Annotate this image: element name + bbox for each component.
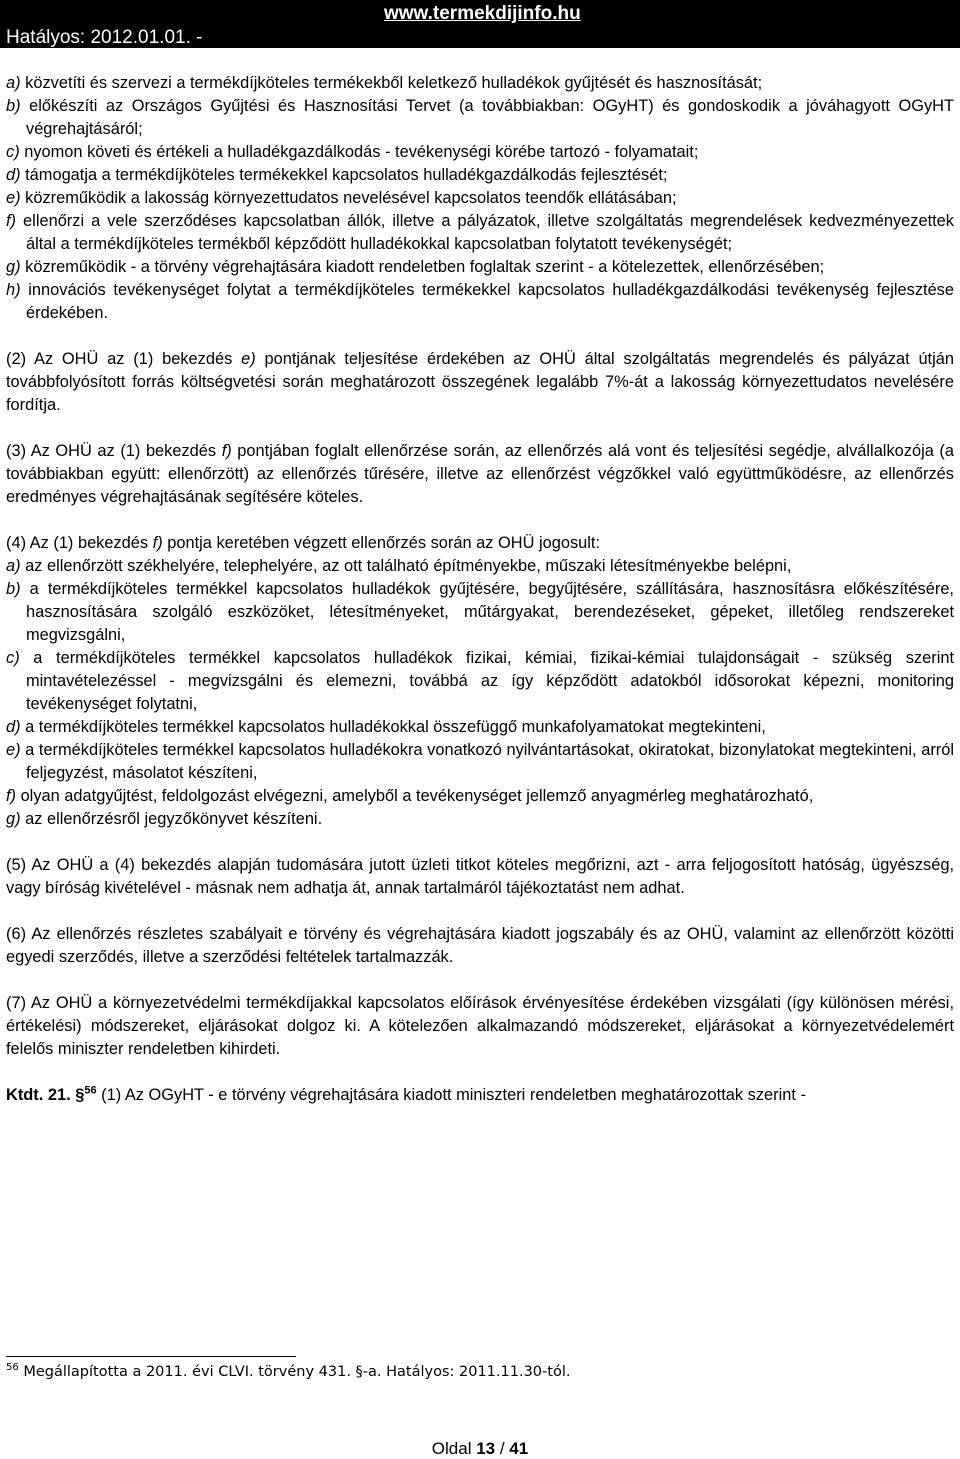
current-page: 13 [476,1439,496,1458]
paragraph-7: (7) Az OHÜ a környezetvédelmi termékdíjakkal kapcsolatos előírások érvényesítése érdekében vizsgálati (így különösen mérési, értékelési) módszereket, eljárásokat dolgoz ki. A kötelezően alkalmazandó módszereket, eljárásokat a környezetvédelemért felelős miniszter rendeletben kihirdeti. [6,994,954,1058]
list-item [6,279,954,325]
item-label: b) [6,97,21,115]
list-item [6,578,954,647]
item-label: b) [6,580,21,598]
list-item [6,164,954,187]
list-item [6,141,954,164]
item-text: támogatja a termékdíjköteles termékekkel kapcsolatos hulladékgazdálkodás fejlesztését; [20,166,668,184]
item-text: közreműködik - a törvény végrehajtására kiadott rendeletben foglaltak szerint - a kötelezettek, ellenőrzésében; [20,258,825,276]
list-item [6,555,954,578]
list-item [6,808,954,831]
page-number [0,1439,960,1459]
item-text: nyomon követi és értékeli a hulladékgazdálkodás - tevékenységi körébe tartozó - folyamatait; [19,143,699,161]
item-label: c) [6,143,20,161]
para-ref: f) [221,442,232,460]
rights-list [6,555,954,831]
list-item [6,210,954,256]
para-text: (4) Az (1) bekezdés [6,534,153,552]
footnote-divider [6,1356,296,1357]
page-header [0,0,960,48]
section-text: (1) Az OGyHT - e törvény végrehajtására kiadott miniszteri rendeletben meghatározottak szerint - [96,1086,806,1104]
item-text: a termékdíjköteles termékkel kapcsolatos hulladékokra vonatkozó nyilvántartásokat, okiratokat, bizonylatokat megtekinteni, arról feljegyzést, másolatot készíteni, [20,741,954,782]
item-label: h) [6,281,21,299]
list-item [6,785,954,808]
para-ref: f) [152,534,163,552]
item-text: ellenőrzi a vele szerződéses kapcsolatban állók, illetve a pályázatok, illetve szolgáltatás megrendelések kedvezményezettek által a termékdíjköteles termékből képződött hulladékokkal kapcsolatban folytatott tevékenységét; [16,212,954,253]
duties-list [6,72,954,325]
list-item [6,256,954,279]
item-text: az ellenőrzésről jegyzőkönyvet készíteni. [20,810,323,828]
footnote-ref[interactable]: 56 [84,1084,97,1097]
paragraph-4 [6,532,954,555]
item-label: a) [6,557,21,575]
item-text: közvetíti és szervezi a termékdíjköteles termékekből keletkező hulladékok gyűjtését és hasznosítását; [20,74,763,92]
item-label: g) [6,258,21,276]
list-item [6,716,954,739]
total-pages: 41 [509,1439,529,1458]
header-effective-date: Hatályos: 2012.01.01. - [6,27,203,48]
para-text: pontjának teljesítése érdekében az OHÜ által szolgáltatás megrendelés és pályázat útján továbbfolyósított forrás költségvetési során meghatározott összegének legalább 7%-át a lakosság környezettudatos nevelésére fordítja. [6,350,954,414]
para-ref: e) [241,350,256,368]
paragraph-6: (6) Az ellenőrzés részletes szabályait e törvény és végrehajtására kiadott jogszabály és az OHÜ, valamint az ellenőrzött közötti egyedi szerződés, illetve a szerződési feltételek tartalmazzák. [6,925,954,966]
para-text: (3) Az OHÜ az (1) bekezdés [6,442,222,460]
para-text: (2) Az OHÜ az (1) bekezdés [6,350,242,368]
item-text: olyan adatgyűjtést, feldolgozást elvégezni, amelyből a tevékenységet jellemző anyagmérleg meghatározható, [16,787,814,805]
item-label: f) [6,212,17,230]
item-label: f) [6,787,17,805]
item-label: d) [6,166,21,184]
item-label: g) [6,810,21,828]
paragraph-3 [6,440,954,509]
para-text: pontjában foglalt ellenőrzése során, az ellenőrzés alá vont és teljesítési segédje, alvállalkozója (a továbbiakban együtt: ellenőrzött) az ellenőrzés tűrésére, illetve az ellenőrzést végzőkkel való együttműködésre, az ellenőrzés eredményes végrehajtásának segítésére köteles. [6,442,954,506]
list-item [6,187,954,210]
ktdt-section [6,1084,954,1107]
footnote-text: Megállapította a 2011. évi CLVI. törvény 431. §-a. Hatályos: 2011.11.30-tól. [18,1364,571,1380]
item-text: az ellenőrzött székhelyére, telephelyére, az ott található építményekbe, műszaki létesítményekbe belépni, [20,557,792,575]
item-text: a termékdíjköteles termékkel kapcsolatos hulladékok gyűjtésére, begyűjtésére, szállítására, hasznosításra előkészítésére, hasznosítására szolgáló eszközöket, létesítményeket, műtárgyakat, berendezéseket, gépeket, illetőleg rendszereket megvizsgálni, [20,580,954,644]
page-label: Oldal [431,1439,477,1458]
item-label: c) [6,649,20,667]
item-text: a termékdíjköteles termékkel kapcsolatos hulladékokkal összefüggő munkafolyamatokat megtekinteni, [20,718,766,736]
header-url-link[interactable]: www.termekdijinfo.hu [384,3,581,24]
list-item [6,72,954,95]
footnote [6,1362,570,1382]
item-text: innovációs tevékenységet folytat a termékdíjköteles termékekkel kapcsolatos hulladékgazdálkodási tevékenység fejlesztése érdekében. [20,281,954,322]
paragraph-5: (5) Az OHÜ a (4) bekezdés alapján tudomására jutott üzleti titkot köteles megőrizni, azt - arra feljogosított hatóság, ügyészség, vagy bíróság kivételével - másnak nem adhatja át, annak tartalmáról tájékoztatást nem adhat. [6,856,954,897]
list-item [6,647,954,716]
item-label: e) [6,741,21,759]
list-item [6,739,954,785]
list-item [6,95,954,141]
item-label: d) [6,718,21,736]
page-separator: / [495,1439,510,1458]
item-text: előkészíti az Országos Gyűjtési és Hasznosítási Tervet (a továbbiakban: OGyHT) és gondoskodik a jóváhagyott OGyHT végrehajtásáról; [20,97,954,138]
item-label: a) [6,74,21,92]
para-text: pontja keretében végzett ellenőrzés során az OHÜ jogosult: [162,534,601,552]
footnote-number: 56 [6,1362,19,1374]
document-body [6,72,954,1107]
item-label: e) [6,189,21,207]
item-text: a termékdíjköteles termékkel kapcsolatos hulladékok fizikai, kémiai, fizikai-kémiai tulajdonságait - szükség szerint mintavételezéssel - megvizsgálni és elemezni, továbbá az így képződött adatokból idősorokat képezni, monitoring tevékenységet folytatni, [19,649,954,713]
item-text: közreműködik a lakosság környezettudatos nevelésével kapcsolatos teendők ellátásában; [20,189,677,207]
section-label: Ktdt. 21. § [6,1086,85,1104]
paragraph-2 [6,348,954,417]
